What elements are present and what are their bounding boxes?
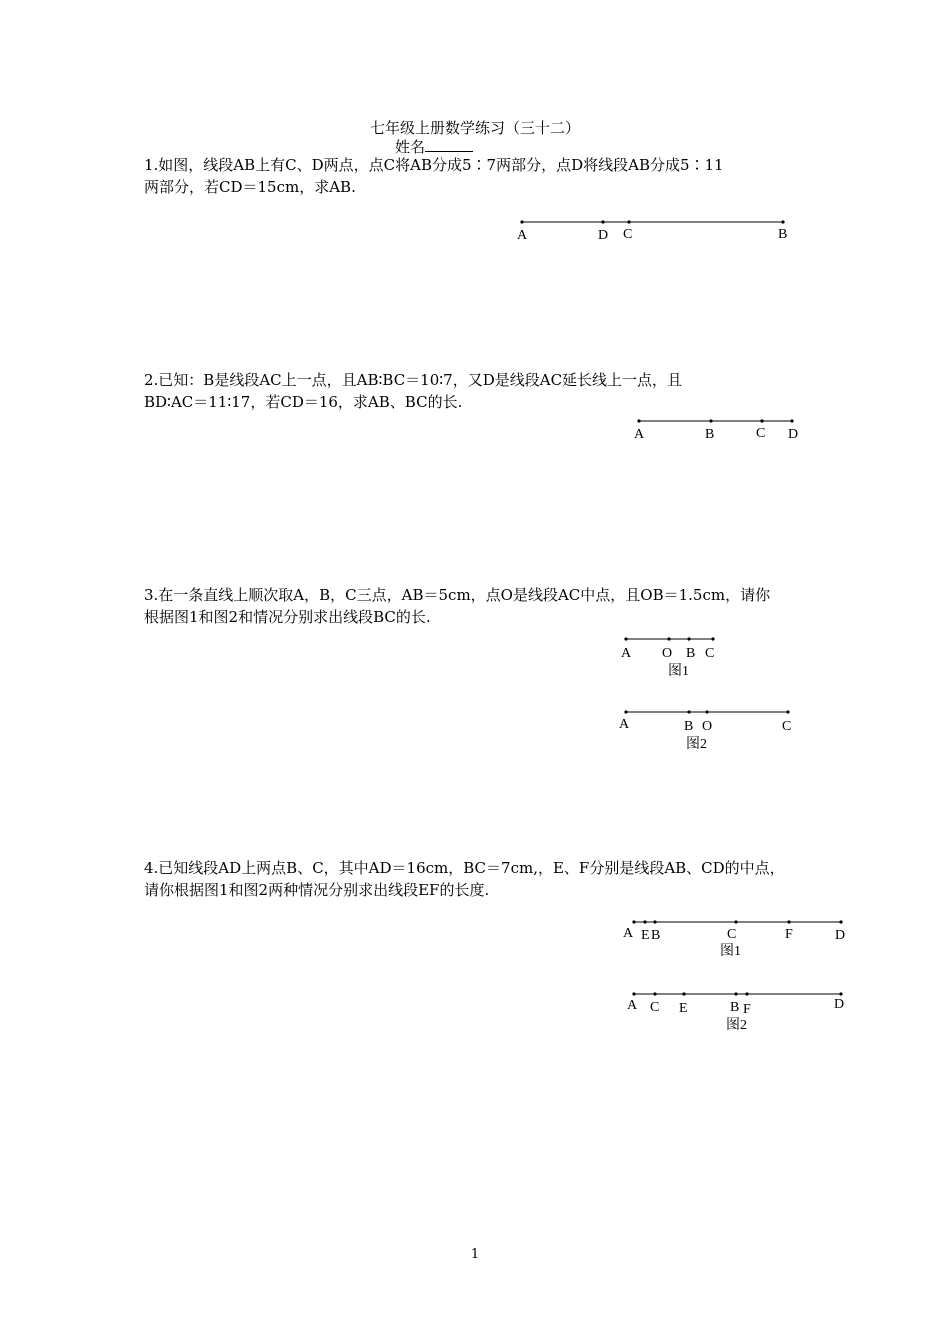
q4-fig1-point-d	[839, 920, 842, 923]
q4-fig1-point-e	[643, 920, 646, 923]
q2-label-a: A	[634, 427, 645, 442]
q3-fig2-point-a	[624, 710, 627, 713]
q1-point-b	[781, 220, 784, 223]
q4-fig2-label-e: E	[679, 1001, 688, 1016]
q4-fig2-point-f	[745, 992, 748, 995]
q3-fig1-point-a	[624, 637, 627, 640]
question-2-line-2: BD∶AC＝11∶17，若CD＝16，求AB、BC的长.	[144, 393, 463, 411]
q4-fig1-label-c: C	[727, 927, 737, 942]
q3-fig2-label-c: C	[782, 719, 792, 734]
q3-fig1-point-c	[711, 637, 714, 640]
q2-point-c	[760, 419, 763, 422]
q3-fig1-label-a: A	[621, 646, 632, 661]
q4-fig2-point-c	[653, 992, 656, 995]
q4-fig2-point-d	[839, 992, 842, 995]
q2-point-b	[709, 419, 712, 422]
q4-fig2-label-a: A	[627, 998, 638, 1013]
q3-fig2-point-o	[705, 710, 708, 713]
page-title: 七年级上册数学练习（三十二）	[369, 119, 580, 137]
q4-fig1-label-b: B	[651, 928, 661, 943]
q3-fig1-label-o: O	[662, 646, 673, 661]
q4-fig2-label-d: D	[834, 997, 845, 1012]
q1-label-a: A	[517, 228, 528, 243]
q2-label-c: C	[756, 426, 766, 441]
q4-fig1-caption: 图1	[720, 944, 741, 959]
q3-fig1-point-b	[687, 637, 690, 640]
q2-point-a	[637, 419, 640, 422]
q4-fig1-point-f	[787, 920, 790, 923]
q3-figure-1	[621, 637, 715, 679]
question-1-line-1: 1.如图，线段AB上有C、D两点，点C将AB分成5∶7两部分，点D将线段AB分成5∶11	[144, 156, 724, 174]
q4-fig2-caption: 图2	[726, 1018, 747, 1033]
question-2-line-1: 2.已知：B是线段AC上一点，且AB∶BC＝10∶7，又D是线段AC延长线上一点，且	[144, 371, 683, 389]
page-number: 1	[470, 1247, 480, 1262]
q1-point-a	[520, 220, 523, 223]
q3-figure-2	[619, 710, 791, 752]
q4-fig1-point-a	[632, 920, 635, 923]
q1-point-c	[627, 220, 630, 223]
q4-fig2-label-f: F	[743, 1002, 751, 1017]
q4-fig1-point-c	[734, 920, 737, 923]
q1-label-d: D	[598, 228, 609, 243]
q4-fig2-point-a	[632, 992, 635, 995]
q3-fig2-point-b	[687, 710, 690, 713]
q3-fig1-caption: 图1	[668, 664, 689, 679]
q1-label-c: C	[623, 227, 633, 242]
question-3-line-2: 根据图1和图2和情况分别求出线段BC的长.	[144, 608, 431, 626]
q2-label-b: B	[705, 427, 715, 442]
q4-fig1-label-a: A	[623, 926, 634, 941]
q4-figure-2	[627, 992, 844, 1033]
question-4-line-1: 4.已知线段AD上两点B、C，其中AD＝16cm，BC＝7cm,，E、F分别是线段AB、CD的中点，	[144, 859, 785, 877]
question-1-line-2: 两部分，若CD＝15cm，求AB.	[144, 178, 356, 196]
question-3-line-1: 3.在一条直线上顺次取A，B，C三点，AB＝5cm，点O是线段AC中点，且OB＝1.5cm，请你	[144, 586, 771, 604]
q3-fig2-point-c	[786, 710, 789, 713]
q3-fig2-label-b: B	[684, 719, 694, 734]
q2-point-d	[790, 419, 793, 422]
q4-fig2-label-b: B	[730, 1000, 740, 1015]
q3-fig1-label-c: C	[705, 646, 715, 661]
q2-label-d: D	[788, 427, 799, 442]
q3-fig1-label-b: B	[686, 646, 696, 661]
q4-fig1-point-b	[653, 920, 656, 923]
q1-point-d	[601, 220, 604, 223]
q4-fig2-point-b	[734, 992, 737, 995]
q2-figure	[634, 419, 798, 442]
q4-fig2-label-c: C	[650, 1000, 660, 1015]
q4-fig1-label-f: F	[785, 927, 793, 942]
q4-fig1-label-d: D	[835, 928, 846, 943]
question-4-line-2: 请你根据图1和图2两种情况分别求出线段EF的长度.	[144, 881, 490, 899]
q3-fig2-label-a: A	[619, 717, 630, 732]
q4-fig1-label-e: E	[641, 928, 650, 943]
q1-label-b: B	[778, 227, 788, 242]
q3-fig2-label-o: O	[702, 719, 713, 734]
name-label: 姓名	[395, 138, 426, 156]
q4-fig2-point-e	[682, 992, 685, 995]
q3-fig2-caption: 图2	[686, 737, 707, 752]
q4-figure-1	[623, 920, 845, 959]
q3-fig1-point-o	[667, 637, 670, 640]
q1-figure	[517, 220, 787, 243]
